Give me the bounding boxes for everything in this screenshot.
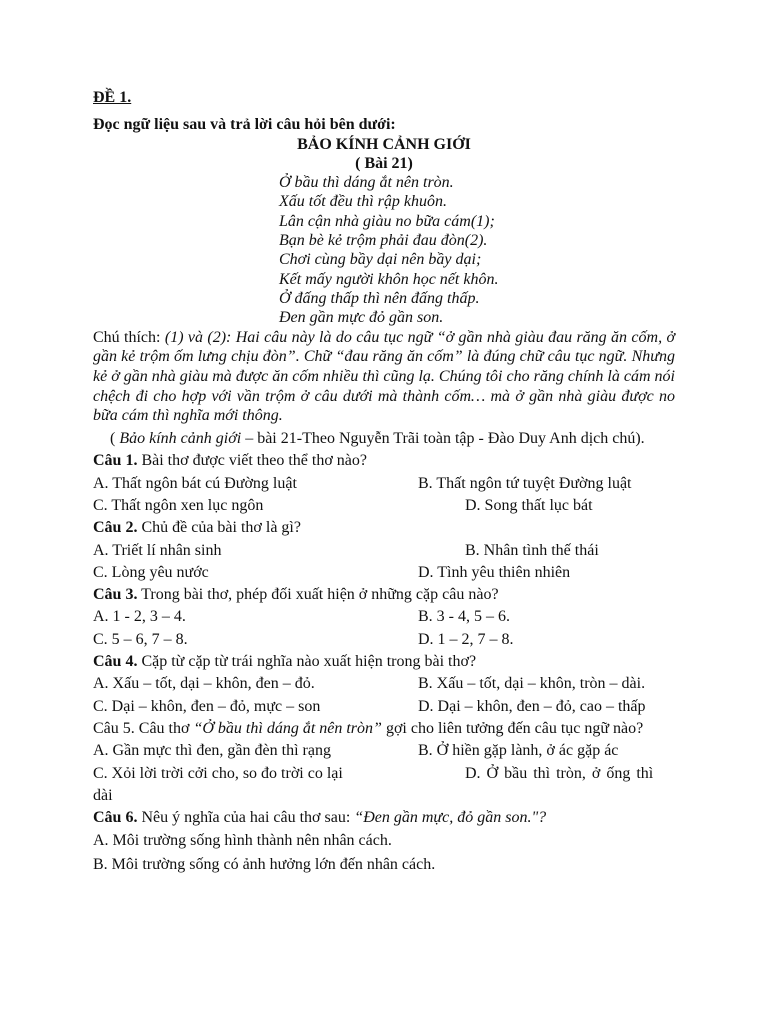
footnote-label: Chú thích: [93, 328, 165, 346]
option-c[interactable]: C. Thất ngôn xen lục ngôn [93, 496, 264, 514]
options-row [93, 562, 675, 584]
question-1: Câu 1. Bài thơ được viết theo thể thơ nào? [93, 452, 368, 470]
options-row [93, 740, 675, 762]
footnote [93, 328, 675, 427]
poem-line: Xấu tốt đều thì rập khuôn. [279, 193, 447, 211]
poem-line: Ở bầu thì dáng ắt nên tròn. [279, 174, 454, 192]
document-page [93, 88, 675, 876]
option-c[interactable]: C. 5 – 6, 7 – 8. [93, 630, 188, 648]
option-a[interactable]: A. Gần mực thì đen, gần đèn thì rạng [93, 742, 331, 760]
option-b[interactable]: B. Xấu – tốt, dại – khôn, tròn – dài. [418, 675, 646, 693]
options-row [93, 629, 675, 651]
instruction: Đọc ngữ liệu sau và trả lời câu hỏi bên dưới: [93, 116, 396, 134]
option-a[interactable]: A. 1 - 2, 3 – 4. [93, 608, 186, 626]
option-d[interactable]: D. Ở bầu thì tròn, ở ống thì [465, 764, 654, 782]
poem-line: Kết mấy người khôn học nết khôn. [279, 270, 499, 288]
poem-line: Chơi cùng bầy dại nên bầy dại; [279, 251, 482, 269]
exam-number: ĐỀ 1. [93, 89, 132, 106]
question-3: Câu 3. Trong bài thơ, phép đối xuất hiện ở những cặp câu nào? [93, 586, 499, 604]
option-b[interactable]: B. Thất ngôn tứ tuyệt Đường luật [418, 474, 632, 492]
options-row [93, 540, 675, 562]
poem-line: Đen gần mực đỏ gần son. [279, 309, 444, 327]
option-d[interactable]: D. 1 – 2, 7 – 8. [418, 630, 514, 648]
option-d[interactable]: D. Tình yêu thiên nhiên [418, 563, 571, 581]
options-row [93, 473, 675, 495]
question-6: Câu 6. Nêu ý nghĩa của hai câu thơ sau: “Đen gần mực, đỏ gần son."? [93, 809, 547, 827]
options-row [93, 495, 675, 517]
option-d[interactable]: D. Dại – khôn, đen – đỏ, cao – thấp [418, 697, 646, 715]
option-c[interactable]: C. Lòng yêu nước [93, 563, 209, 581]
option-b[interactable]: B. Nhân tình thế thái [465, 541, 599, 559]
options-row [93, 763, 675, 785]
source-citation: ( Bảo kính cảnh giới – bài 21-Theo Nguyễn Trãi toàn tập - Đào Duy Anh dịch chú). [110, 430, 645, 448]
question-2: Câu 2. Chủ đề của bài thơ là gì? [93, 519, 301, 537]
options-row [93, 606, 675, 628]
poem-line: Bạn bè kẻ trộm phải đau đòn(2). [279, 232, 488, 250]
options-row [93, 696, 675, 718]
option-d[interactable]: D. Song thất lục bát [465, 496, 593, 514]
option-c[interactable]: C. Dại – khôn, đen – đỏ, mực – son [93, 697, 321, 715]
answer-b[interactable]: B. Môi trường sống có ảnh hưởng lớn đến nhân cách. [93, 855, 436, 873]
options-row [93, 673, 675, 695]
poem-line: Lân cận nhà giàu no bữa cám(1); [279, 212, 495, 230]
option-c[interactable]: C. Xỏi lời trời cởi cho, so đo trời co lại [93, 764, 343, 782]
option-b[interactable]: B. Ở hiền gặp lành, ở ác gặp ác [418, 742, 619, 760]
question-5: Câu 5. Câu thơ “Ở bầu thì dáng ắt nên tròn” gợi cho liên tưởng đến câu tục ngữ nào? [93, 719, 644, 737]
footnote-text: (1) và (2): Hai câu này là do câu tục ngữ “ở gần nhà giàu đau răng ăn cốm, ở gần kẻ trộm ốm lưng chịu đòn”. Chữ “đau răng ăn cốm” là đúng chữ câu tục ngữ. Nhưng kẻ ở gần nhà giàu mà được ăn cốm nhiều thì cũng lạ. Chúng tôi cho răng chính là cám nói chệch đi cho hợp với vần trộm ở câu dưới mà thành cốm… mà ở gần nhà giàu được no bữa cám thì nghĩa mới thông. [93, 328, 675, 425]
option-a[interactable]: A. Xấu – tốt, dại – khôn, đen – đỏ. [93, 675, 315, 693]
option-a[interactable]: A. Triết lí nhân sinh [93, 541, 222, 559]
poem-line: Ở đấng thấp thì nên đấng thấp. [279, 289, 480, 307]
source-title: Bảo kính cảnh giới [119, 430, 242, 448]
answer-a[interactable]: A. Môi trường sống hình thành nên nhân cách. [93, 832, 392, 850]
option-d-wrap: dài [93, 786, 113, 804]
question-4: Câu 4. Cặp từ cặp từ trái nghĩa nào xuất hiện trong bài thơ? [93, 653, 477, 671]
poem-subtitle: ( Bài 21) [355, 154, 413, 172]
option-a[interactable]: A. Thất ngôn bát cú Đường luật [93, 474, 297, 492]
poem [93, 173, 675, 327]
source-rest: – bài 21-Theo Nguyễn Trãi toàn tập - Đào Duy Anh dịch chú). [241, 430, 645, 448]
option-b[interactable]: B. 3 - 4, 5 – 6. [418, 608, 510, 626]
poem-title: BẢO KÍNH CẢNH GIỚI [297, 135, 471, 153]
